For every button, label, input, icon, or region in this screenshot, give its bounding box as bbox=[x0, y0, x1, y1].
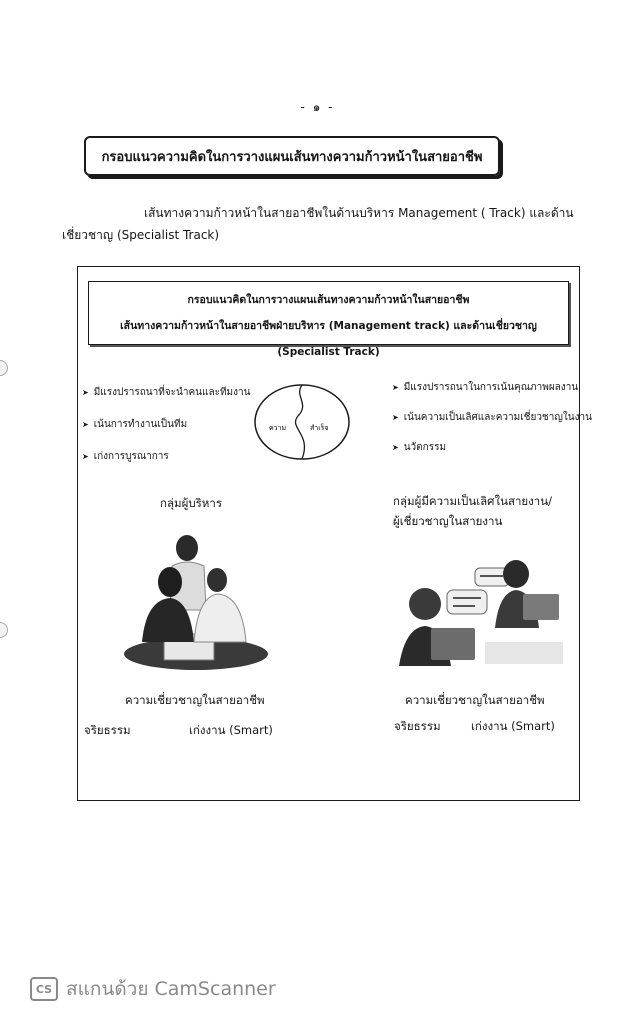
scanner-watermark bbox=[30, 974, 276, 1004]
left-bullet-text: เน้นการทำงานเป็นทีม bbox=[93, 418, 188, 430]
framework-header-title: กรอบแนวคิดในการวางแผนเส้นทางความก้าวหน้าในสายอาชีพ bbox=[187, 294, 470, 306]
left-smart: เก่งงาน (Smart) bbox=[189, 723, 273, 737]
arrow-right-icon: ➤ bbox=[82, 451, 89, 461]
right-bullet-text: นวัตกรรม bbox=[403, 441, 447, 453]
left-group-title: กลุ่มผู้บริหาร bbox=[160, 496, 223, 510]
intro-line-2: เชี่ยวชาญ (Specialist Track) bbox=[62, 228, 220, 242]
right-expertise: ความเชี่ยวชาญในสายอาชีพ bbox=[405, 693, 545, 707]
specialists-chat-illustration bbox=[395, 556, 565, 674]
right-group-title-line-1: กลุ่มผู้มีความเป็นเลิศในสายงาน/ bbox=[393, 494, 552, 508]
watermark-text: สแกนด้วย CamScanner bbox=[66, 978, 276, 1000]
right-bullet-item bbox=[392, 402, 592, 432]
right-smart: เก่งงาน (Smart) bbox=[471, 719, 555, 733]
team-meeting-illustration bbox=[120, 530, 275, 675]
left-expertise: ความเชี่ยวชาญในสายอาชีพ bbox=[125, 693, 265, 707]
right-bullet-item bbox=[392, 372, 592, 402]
right-ethics: จริยธรรม bbox=[394, 719, 441, 733]
success-circle-diagram bbox=[252, 382, 352, 462]
left-ethics: จริยธรรม bbox=[84, 723, 131, 737]
punch-hole bbox=[0, 360, 8, 376]
right-bullet-text: มีแรงปรารถนาในการเน้นคุณภาพผลงาน bbox=[403, 381, 579, 393]
left-bullet-list bbox=[82, 376, 250, 472]
left-bullet-item bbox=[82, 376, 250, 408]
left-bullet-item bbox=[82, 408, 250, 440]
framework-header-box bbox=[88, 281, 569, 358]
right-group-title-line-2: ผู้เชี่ยวชาญในสายงาน bbox=[393, 514, 503, 528]
page-title: กรอบแนวความคิดในการวางแผนเส้นทางความก้าวหน้าในสายอาชีพ bbox=[84, 136, 500, 176]
arrow-right-icon: ➤ bbox=[392, 412, 399, 422]
arrow-right-icon: ➤ bbox=[82, 387, 89, 397]
camscanner-logo-icon: CS bbox=[30, 977, 58, 1001]
right-bullet-item bbox=[392, 432, 592, 462]
arrow-right-icon: ➤ bbox=[82, 419, 89, 429]
circle-left-label: ความ bbox=[269, 424, 287, 432]
framework-header-subtitle: เส้นทางความก้าวหน้าในสายอาชีพฝ่ายบริหาร (Management track) และด้านเชี่ยวชาญ (Specialist Track) bbox=[120, 320, 537, 358]
arrow-right-icon: ➤ bbox=[392, 382, 399, 392]
right-bullet-list bbox=[392, 372, 592, 462]
arrow-right-icon: ➤ bbox=[392, 442, 399, 452]
right-bullet-text: เน้นความเป็นเลิศและความเชี่ยวชาญในงาน bbox=[403, 411, 592, 423]
left-bullet-text: มีแรงปรารถนาที่จะนำคนและทีมงาน bbox=[93, 386, 251, 398]
page-number: - ๑ - bbox=[300, 100, 335, 114]
circle-right-label: สำเร็จ bbox=[310, 424, 329, 432]
intro-line-1: เส้นทางความก้าวหน้าในสายอาชีพในด้านบริหาร Management ( Track) และด้าน bbox=[144, 206, 574, 220]
left-bullet-text: เก่งการบูรณาการ bbox=[93, 450, 169, 462]
punch-hole bbox=[0, 622, 8, 638]
left-bullet-item bbox=[82, 440, 250, 472]
